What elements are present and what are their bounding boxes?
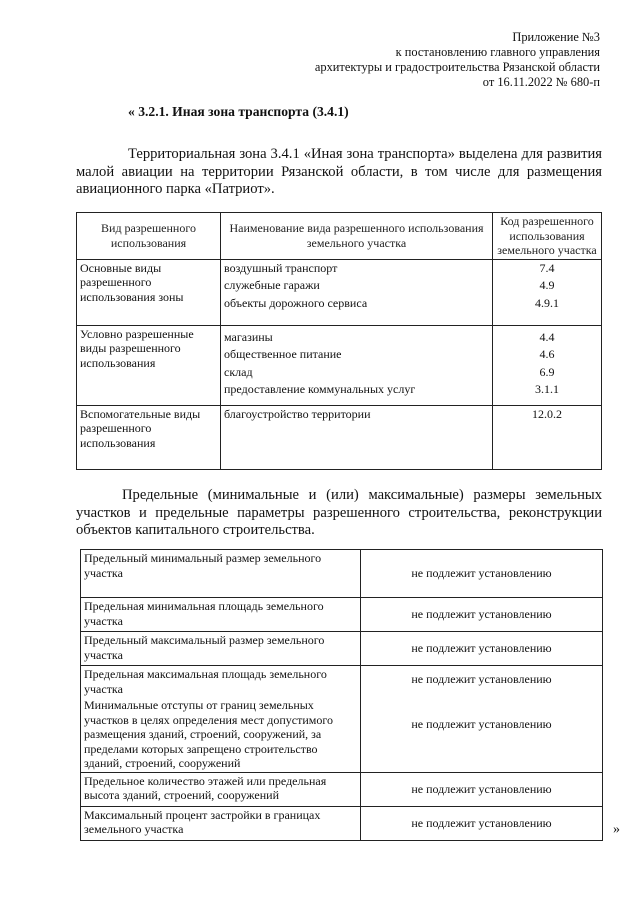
intro-paragraph: Территориальная зона 3.4.1 «Иная зона транспорта» выделена для развития малой авиации на территории Рязанской области, в том числе для размещения авиационного парка «Патриот». (76, 146, 602, 198)
limits-value-group (361, 666, 603, 773)
usage-group-codes (493, 259, 602, 325)
limits-row (81, 772, 603, 806)
limits-row (81, 550, 603, 598)
limits-table (80, 549, 603, 841)
header-line-department: архитектуры и градостроительства Рязанской области (314, 60, 600, 74)
limits-param-group (81, 666, 361, 773)
usage-group-kind: Основные виды разрешенного использования зоны (77, 259, 221, 325)
limits-param: Предельное количество этажей или предельная высота зданий, строений, сооружений (81, 772, 361, 806)
usage-name: общественное питание (224, 347, 342, 361)
usage-header-code: Код разрешенного использования земельного участка (493, 213, 602, 260)
limits-param: Предельная минимальная площадь земельного участка (81, 598, 361, 632)
limits-row (81, 666, 603, 773)
usage-group-kind: Вспомогательные виды разрешенного использования (77, 405, 221, 469)
closing-quote-mark: » (613, 822, 620, 837)
limits-row (81, 806, 603, 840)
usage-name: предоставление коммунальных услуг (224, 382, 416, 396)
usage-code: 4.9.1 (535, 295, 559, 310)
usage-table (76, 212, 602, 470)
limits-paragraph: Предельные (минимальные и (или) максимальные) размеры земельных участков и предельные параметры разрешенного строительства, реконструкции объектов капитального строительства. (76, 487, 602, 539)
header-line-date: от 16.11.2022 № 680-п (482, 75, 600, 89)
limits-value: не подлежит установлению (361, 806, 603, 840)
usage-name: магазины (224, 329, 273, 344)
usage-code: 4.9 (539, 278, 555, 292)
usage-code: 4.4 (539, 329, 555, 344)
limits-param: Предельный минимальный размер земельного участка (81, 550, 361, 598)
usage-code: 12.0.2 (532, 406, 562, 421)
section-title: « 3.2.1. Иная зона транспорта (3.4.1) (128, 104, 349, 119)
usage-group-kind: Условно разрешенные виды разрешенного использования (77, 325, 221, 405)
limits-param: Предельный максимальный размер земельного участка (81, 632, 361, 666)
usage-header-kind: Вид разрешенного использования (77, 213, 221, 260)
limits-value: не подлежит установлению (411, 672, 552, 686)
usage-code: 7.4 (539, 260, 555, 275)
usage-table-header-row (77, 213, 602, 260)
header-line-appendix: Приложение №3 (512, 30, 600, 44)
limits-row (81, 632, 603, 666)
usage-group-auxiliary (77, 405, 602, 469)
usage-group-names (221, 259, 493, 325)
limits-value: не подлежит установлению (411, 716, 552, 731)
usage-group-conditional (77, 325, 602, 405)
limits-value: не подлежит установлению (361, 632, 603, 666)
usage-group-codes (493, 405, 602, 469)
usage-name: служебные гаражи (224, 278, 320, 292)
usage-group-names (221, 325, 493, 405)
limits-param: Предельная максимальная площадь земельного участка (84, 667, 327, 696)
limits-param: Максимальный процент застройки в границах земельного участка (81, 806, 361, 840)
usage-group-codes (493, 325, 602, 405)
usage-group-main (77, 259, 602, 325)
limits-row (81, 598, 603, 632)
usage-group-names (221, 405, 493, 469)
usage-name: объекты дорожного сервиса (224, 295, 368, 310)
usage-code: 6.9 (539, 364, 555, 379)
usage-code: 3.1.1 (535, 382, 559, 396)
limits-value: не подлежит установлению (361, 598, 603, 632)
limits-value: не подлежит установлению (361, 550, 603, 598)
usage-name: воздушный транспорт (224, 260, 338, 275)
usage-code: 4.6 (539, 347, 555, 361)
usage-header-name: Наименование вида разрешенного использования земельного участка (221, 213, 493, 260)
usage-name: склад (224, 364, 253, 379)
usage-name: благоустройство территории (224, 406, 371, 421)
limits-param: Минимальные отступы от границ земельных участков в целях определения мест допустимого размещения зданий, строений, сооружений, за пределами которых запрещено строительство зданий, строений, сооружений (84, 698, 333, 770)
header-line-resolution: к постановлению главного управления (395, 45, 600, 59)
limits-value: не подлежит установлению (361, 772, 603, 806)
